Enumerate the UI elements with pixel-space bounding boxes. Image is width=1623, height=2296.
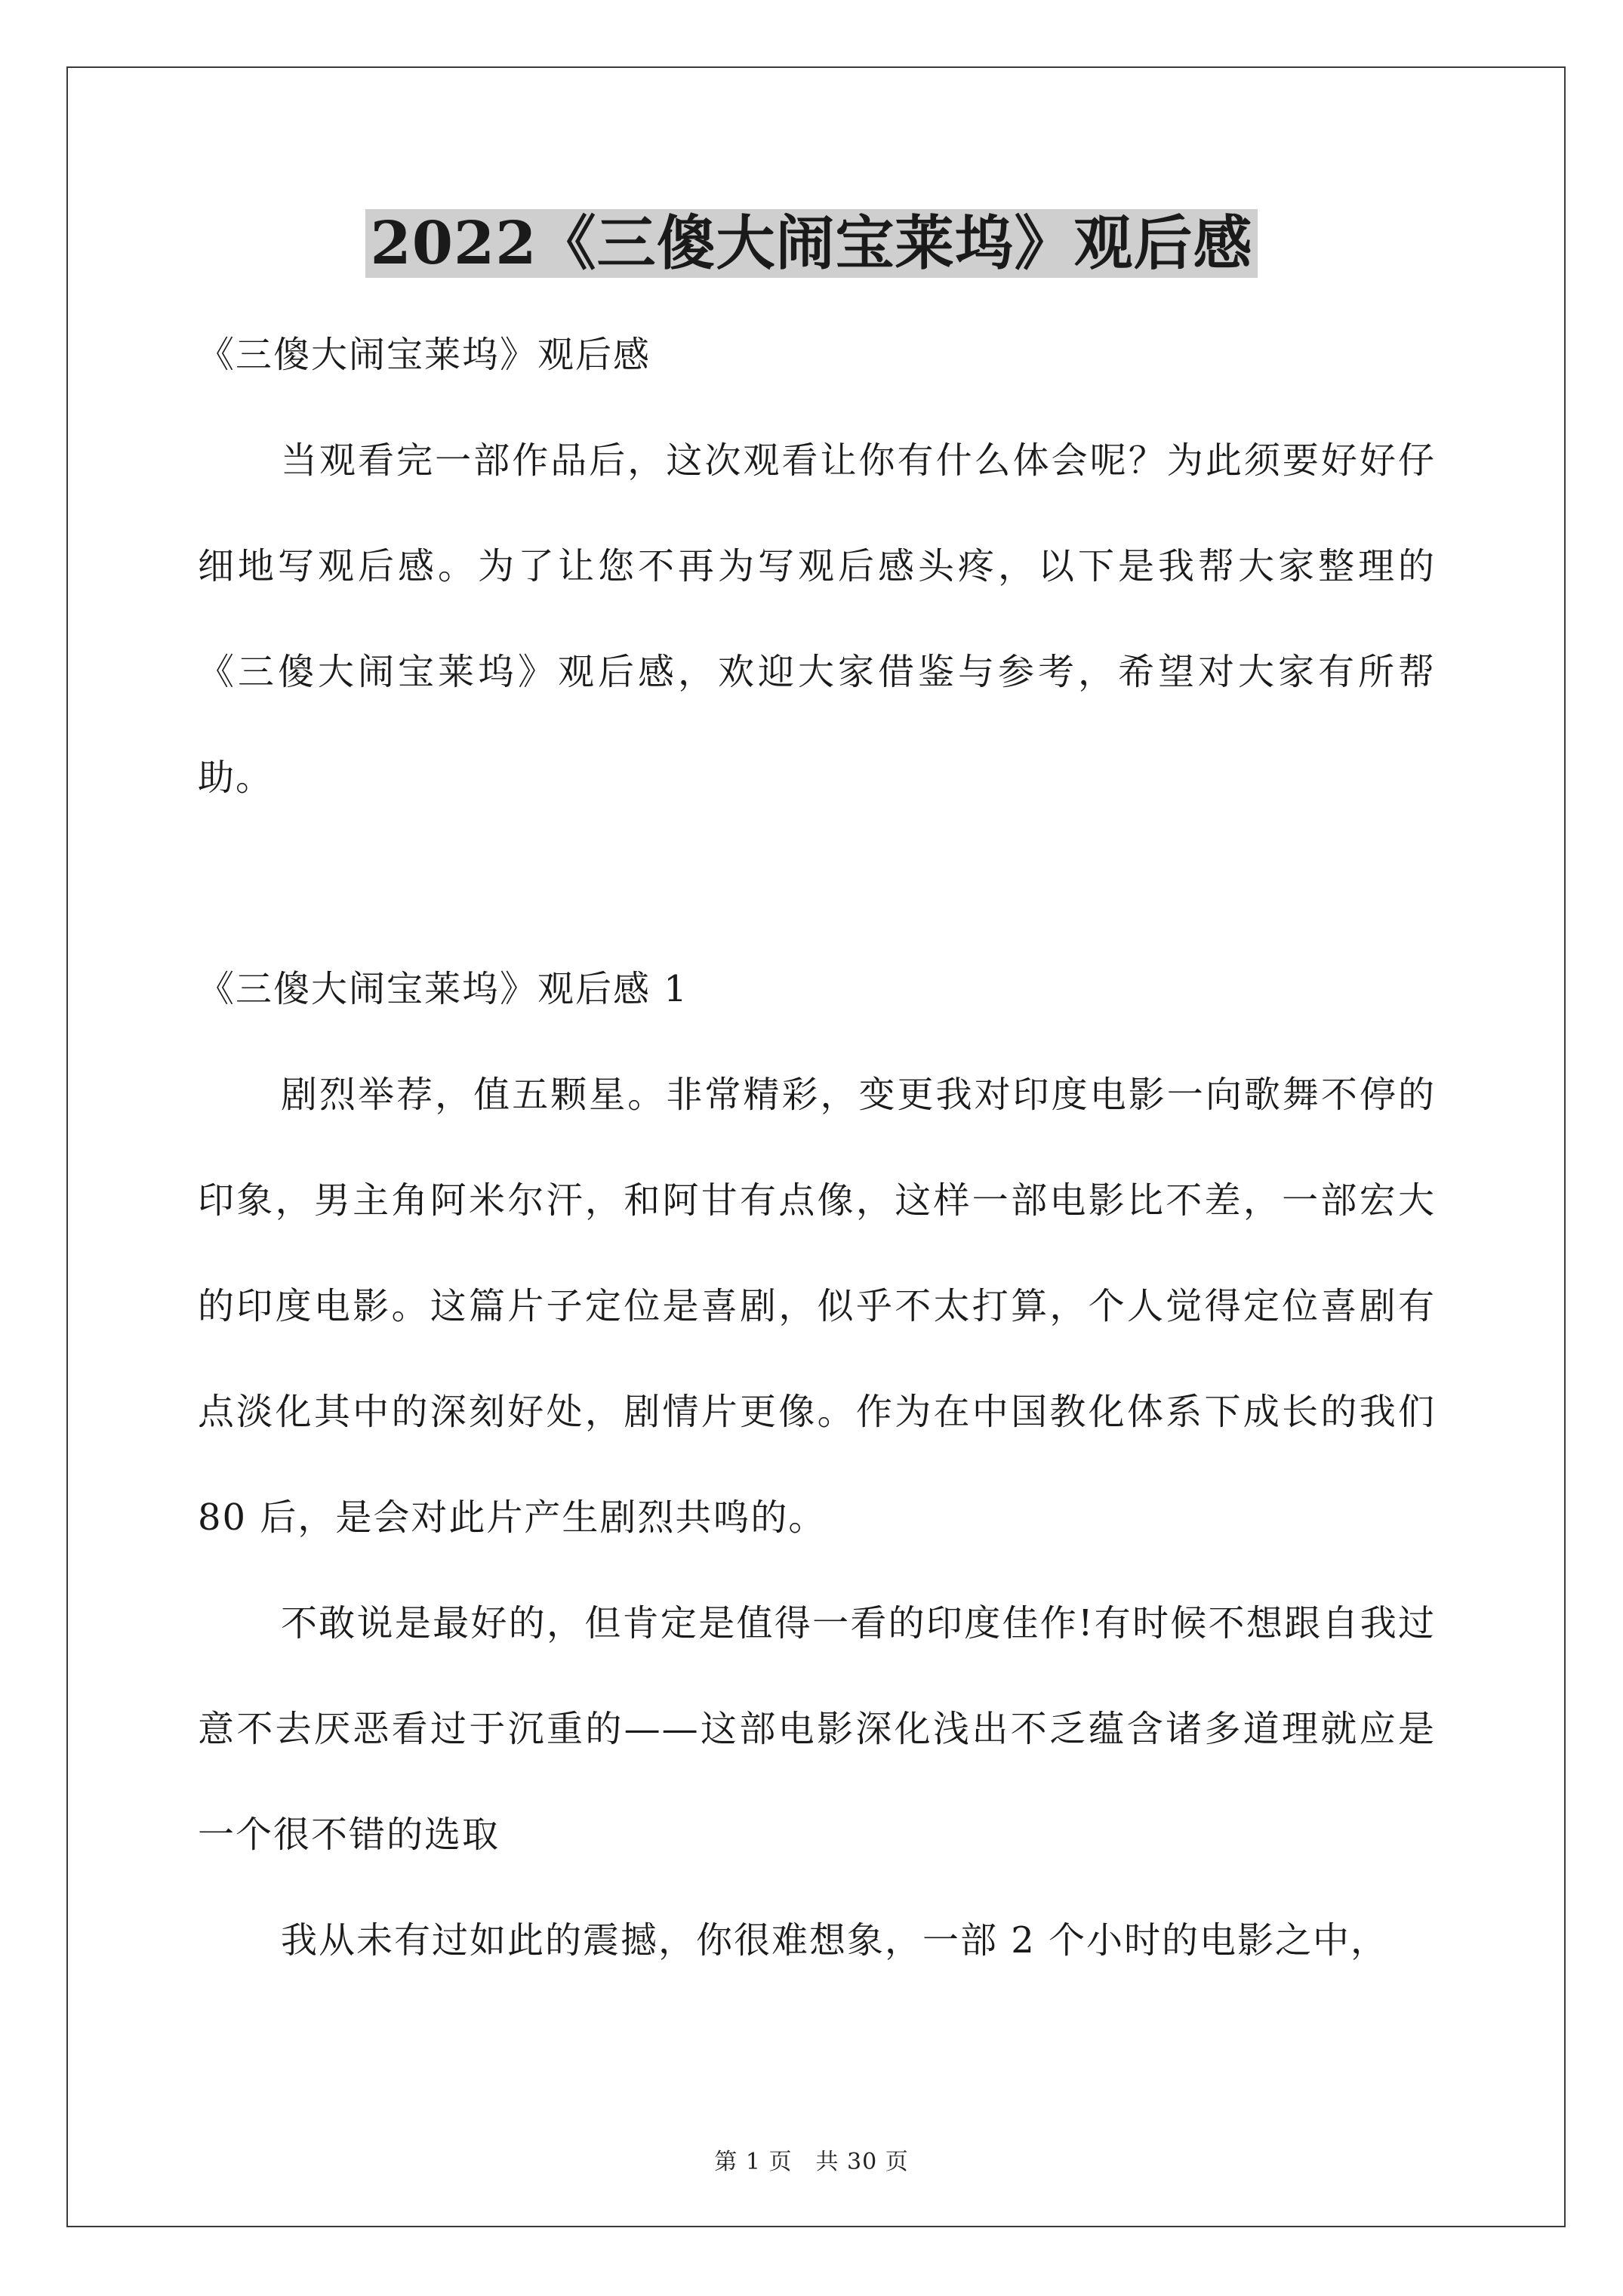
title-text: 2022《三傻大闹宝莱坞》观后感 bbox=[365, 209, 1257, 278]
intro-paragraph: 当观看完一部作品后，这次观看让你有什么体会呢？为此须要好好仔细地写观后感。为了让您不再为写观后感头疼，以下是我帮大家整理的《三傻大闹宝莱坞》观后感，欢迎大家借鉴与参考，希望对大家有所帮助。 bbox=[198, 439, 1436, 799]
document-body bbox=[198, 302, 1436, 1993]
page-number: 第 1 页 共 30 页 bbox=[714, 2149, 909, 2175]
section-heading: 《三傻大闹宝莱坞》观后感 1 bbox=[198, 968, 688, 1010]
intro-heading: 《三傻大闹宝莱坞》观后感 bbox=[198, 334, 651, 376]
section-spacer bbox=[198, 831, 1436, 936]
body-paragraph: 不敢说是最好的，但肯定是值得一看的印度佳作!有时候不想跟自我过意不去厌恶看过于沉重的——这部电影深化浅出不乏蕴含诸多道理就应是一个很不错的选取 bbox=[198, 1602, 1436, 1856]
body-paragraph: 剧烈举荐，值五颗星。非常精彩，变更我对印度电影一向歌舞不停的印象，男主角阿米尔汗，和阿甘有点像，这样一部电影比不差，一部宏大的印度电影。这篇片子定位是喜剧，似乎不太打算，个人觉得定位喜剧有点淡化其中的深刻好处，剧情片更像。作为在中国教化体系下成长的我们 80 后，是会对此片产生剧烈共鸣的。 bbox=[198, 1074, 1436, 1539]
document-title bbox=[0, 202, 1623, 285]
body-paragraph: 我从未有过如此的震撼，你很难想象，一部 2 个小时的电影之中， bbox=[281, 1919, 1389, 1962]
